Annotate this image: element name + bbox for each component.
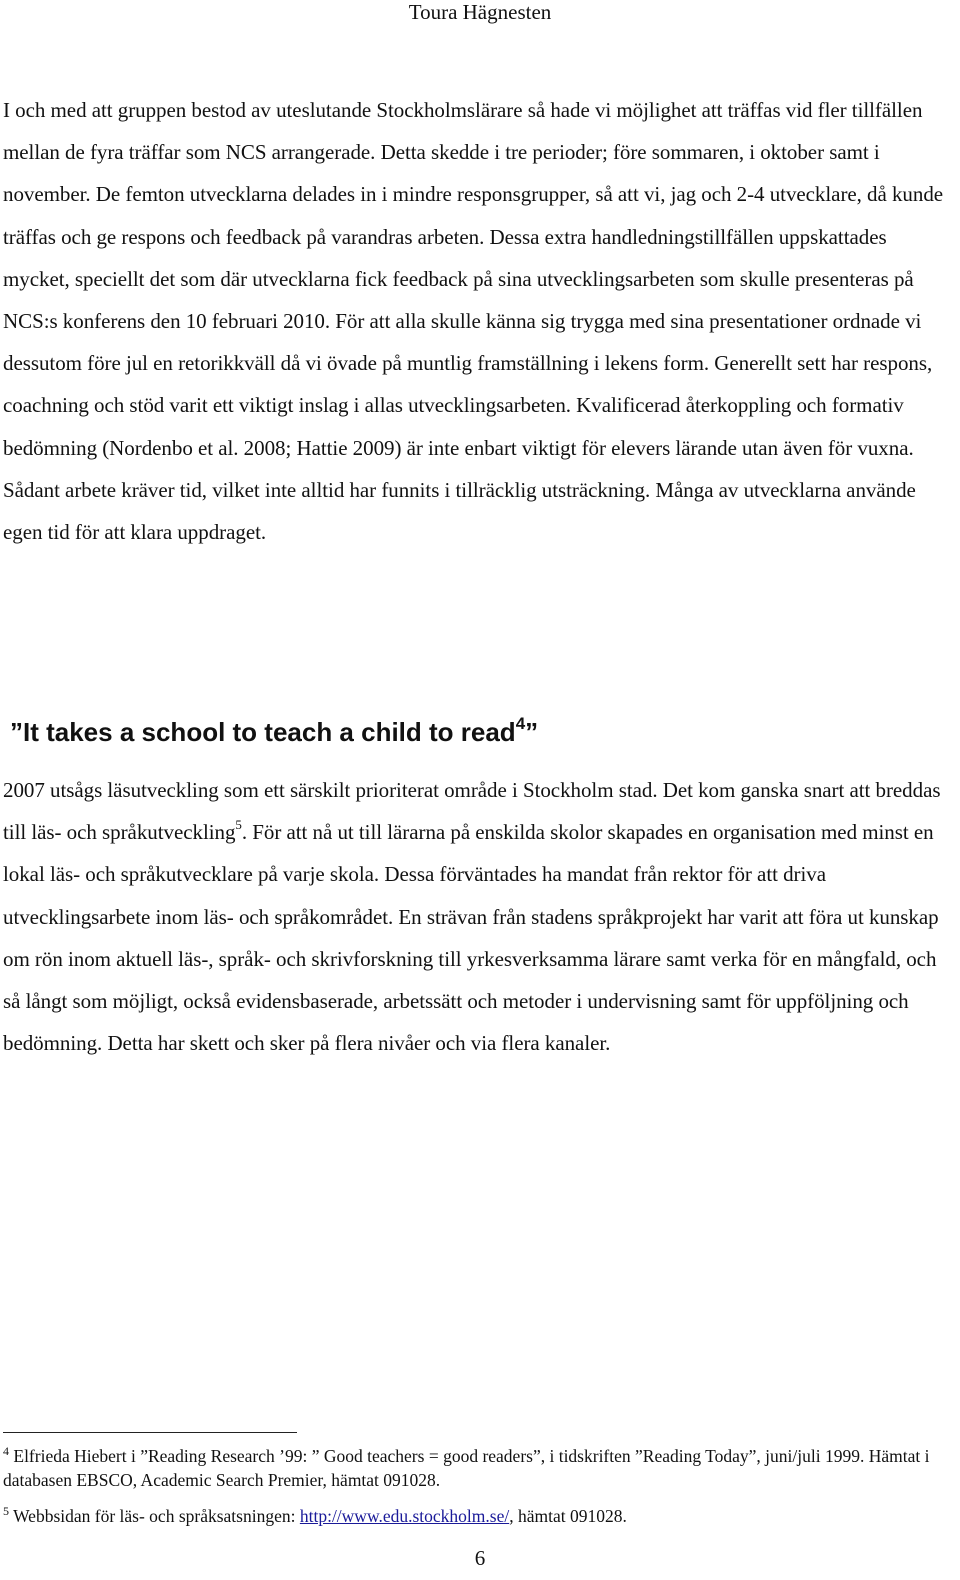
footnote-5 — [3, 1504, 943, 1528]
footnote-ref-5[interactable]: 5 — [235, 817, 242, 833]
footnote-5-number: 5 — [3, 1504, 9, 1518]
footnote-5-text-end: , hämtat 091028. — [509, 1506, 627, 1526]
body-paragraph-2 — [3, 769, 955, 1064]
footnote-5-text: Webbsidan för läs- och språksatsningen: — [13, 1506, 300, 1526]
page-header-author: Toura Hägnesten — [408, 0, 552, 24]
footnote-5-link[interactable]: http://www.edu.stockholm.se/ — [299, 1506, 510, 1526]
paragraph-2-text-start: 2007 utsågs läsutveckling som ett särskilt prioriterat område i Stockholm stad. Det kom ganska snart att breddas till läs- och språkutveckling — [3, 778, 941, 845]
paragraph-2-text-end: . För att nå ut till lärarna på enskilda skolor skapades en organisation med minst en lokal läs- och språkutvecklare på varje skola. Dessa förväntades ha mandat från rektor för att driva utvecklingsarbete inom läs- och språkområdet. En strävan från stadens språkprojekt har varit att föra ut kunskap om rön inom aktuell läs-, språk- och skrivforskning till yrkesverksamma lärare samt verka för en mångfald, och så långt som möjligt, också evidensbaserade, arbetssätt och metoder i undervisning samt för uppföljning och bedömning. Detta har skett och sker på flera nivåer och via flera kanaler. — [3, 820, 939, 1056]
footnote-4 — [3, 1444, 943, 1492]
body-paragraph-1: I och med att gruppen bestod av uteslutande Stockholmslärare så hade vi möjlighet att träffas vid fler tillfällen mellan de fyra träffar som NCS arrangerade. Detta skedde i tre perioder; före sommaren, i oktober samt i november. De femton utvecklarna delades in i mindre responsgrupper, så att vi, jag och 2-4 utvecklare, då kunde träffas och ge respons och feedback på varandras arbeten. Dessa extra handledningstillfällen uppskattades mycket, speciellt det som där utvecklarna fick feedback på sina utvecklingsarbeten som skulle presenteras på NCS:s konferens den 10 februari 2010. För att alla skulle känna sig trygga med sina presentationer ordnade vi dessutom före jul en retorikkväll då vi övade på muntlig framställning i lekens form. Generellt sett har respons, coachning och stöd varit ett viktigt inslag i allas utvecklingsarbeten. Kvalificerad återkoppling och formativ bedömning (Nordenbo et al. 2008; Hattie 2009) är inte enbart viktigt för elevers lärande utan även för vuxna. Sådant arbete kräver tid, vilket inte alltid har funnits i tillräcklig utsträckning. Många av utvecklarna använde egen tid för att klara uppdraget. — [3, 98, 944, 545]
heading-footnote-ref[interactable]: 4 — [515, 714, 526, 733]
heading-text: It takes a school to teach a child to read — [23, 717, 516, 747]
footnote-4-text: Elfrieda Hiebert i ”Reading Research ’99: ” Good teachers = good readers”, i tidskriften ”Reading Today”, juni/juli 1999. Hämtat i databasen EBSCO, Academic Search Premier, hämtat 091028. — [3, 1446, 930, 1490]
footnote-4-number: 4 — [3, 1444, 9, 1458]
heading-close-quote: ” — [525, 717, 539, 747]
heading-open-quote: ” — [10, 717, 23, 747]
section-heading — [10, 712, 538, 752]
footnote-separator — [3, 1432, 297, 1433]
page-number: 6 — [474, 1546, 486, 1570]
